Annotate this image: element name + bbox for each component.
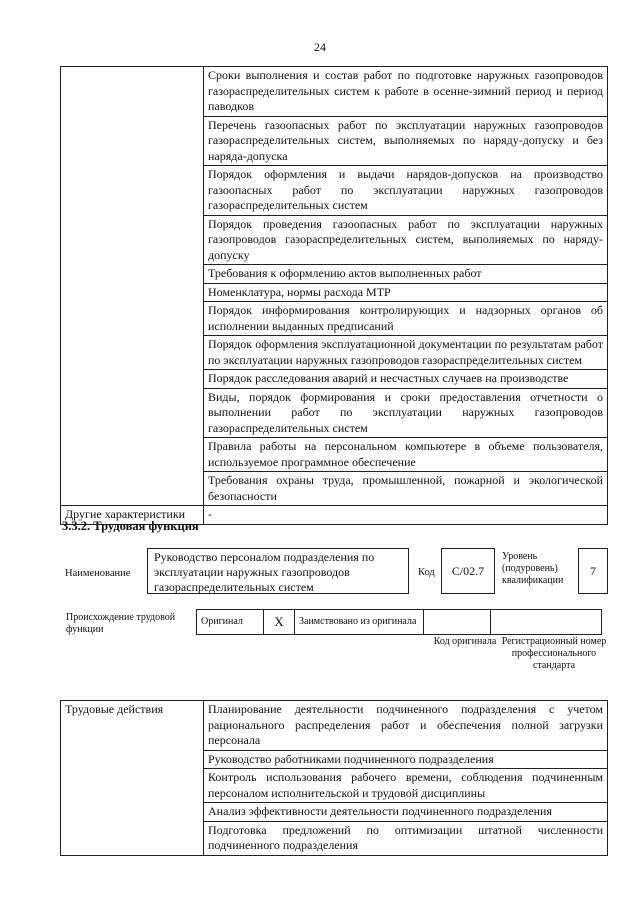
knowledge-item: Порядок оформления и выдачи нарядов-допусков на производство газоопасных работ по эксплуатации наружных газопроводов газораспределительных систем [204, 166, 608, 216]
page-number: 24 [314, 40, 326, 54]
knowledge-label-cell [61, 67, 204, 506]
section-title: 3.3.2. Трудовая функция [62, 519, 199, 533]
knowledge-item: Правила работы на персональном компьютере в объеме пользователя, используемое программное обеспечение [204, 438, 608, 472]
knowledge-item: Порядок информирования контролирующих и надзорных органов об исполнении выданных предписаний [204, 302, 608, 336]
code-original-caption: Код оригинала [433, 636, 497, 647]
labor-action-item: Контроль использования рабочего времени, соблюдения подчиненным персоналом исполнительской и трудовой дисциплины [204, 769, 608, 803]
knowledge-item: Порядок расследования аварий и несчастных случаев на производстве [204, 370, 608, 389]
labor-action-item: Подготовка предложений по оптимизации штатной численности подчиненного подразделения [204, 821, 608, 855]
other-characteristics-label: Другие характеристики [61, 506, 204, 525]
level-label: Уровень (подуровень) квалификации [502, 551, 564, 586]
labor-action-item: Руководство работниками подчиненного подразделения [204, 750, 608, 769]
labor-actions-label: Трудовые действия [61, 701, 204, 856]
name-label: Наименование [65, 568, 131, 579]
original-label: Оригинал [197, 610, 264, 635]
reg-number-caption: Регистрационный номер профессионального стандарта [501, 636, 607, 671]
other-characteristics-value: - [204, 506, 608, 525]
knowledge-item: Порядок оформления эксплуатационной документации по результатам работ по эксплуатации наружных газопроводов газораспределительных систем [204, 336, 608, 370]
reg-number-cell [491, 610, 602, 635]
knowledge-item: Перечень газоопасных работ по эксплуатации наружных газопроводов газораспределительных систем, выполняемых по наряду-допуску и без наряда-допуска [204, 116, 608, 166]
original-mark: X [264, 610, 295, 635]
knowledge-item: Виды, порядок формирования и сроки предоставления отчетности о выполнении работ по эксплуатации наружных газопроводов газораспределительных систем [204, 388, 608, 438]
function-name-box: Руководство персоналом подразделения по эксплуатации наружных газопроводов газораспределительных систем [147, 548, 409, 594]
borrowed-label: Заимствовано из оригинала [295, 610, 424, 635]
code-original-cell [424, 610, 491, 635]
knowledge-item: Сроки выполнения и состав работ по подготовке наружных газопроводов газораспределительных систем к работе в осенне-зимний период и период паводков [204, 67, 608, 117]
knowledge-item: Порядок проведения газоопасных работ по эксплуатации наружных газопроводов газораспределительных систем, выполняемых по наряду-допуску [204, 215, 608, 265]
function-code-box: С/02.7 [441, 548, 495, 594]
origin-label: Происхождение трудовой функции [66, 612, 176, 635]
knowledge-item: Требования к оформлению актов выполненных работ [204, 265, 608, 284]
labor-action-item: Планирование деятельности подчиненного подразделения с учетом рационального распределения работ и обеспечения полной загрузки персонала [204, 701, 608, 751]
knowledge-table [60, 66, 608, 525]
level-value-box: 7 [578, 548, 608, 594]
knowledge-item: Номенклатура, нормы расхода МТР [204, 283, 608, 302]
origin-table [196, 609, 602, 635]
labor-action-item: Анализ эффективности деятельности подчиненного подразделения [204, 803, 608, 822]
labor-actions-table [60, 700, 608, 856]
knowledge-item: Требования охраны труда, промышленной, пожарной и экологической безопасности [204, 472, 608, 506]
code-label: Код [418, 567, 435, 578]
